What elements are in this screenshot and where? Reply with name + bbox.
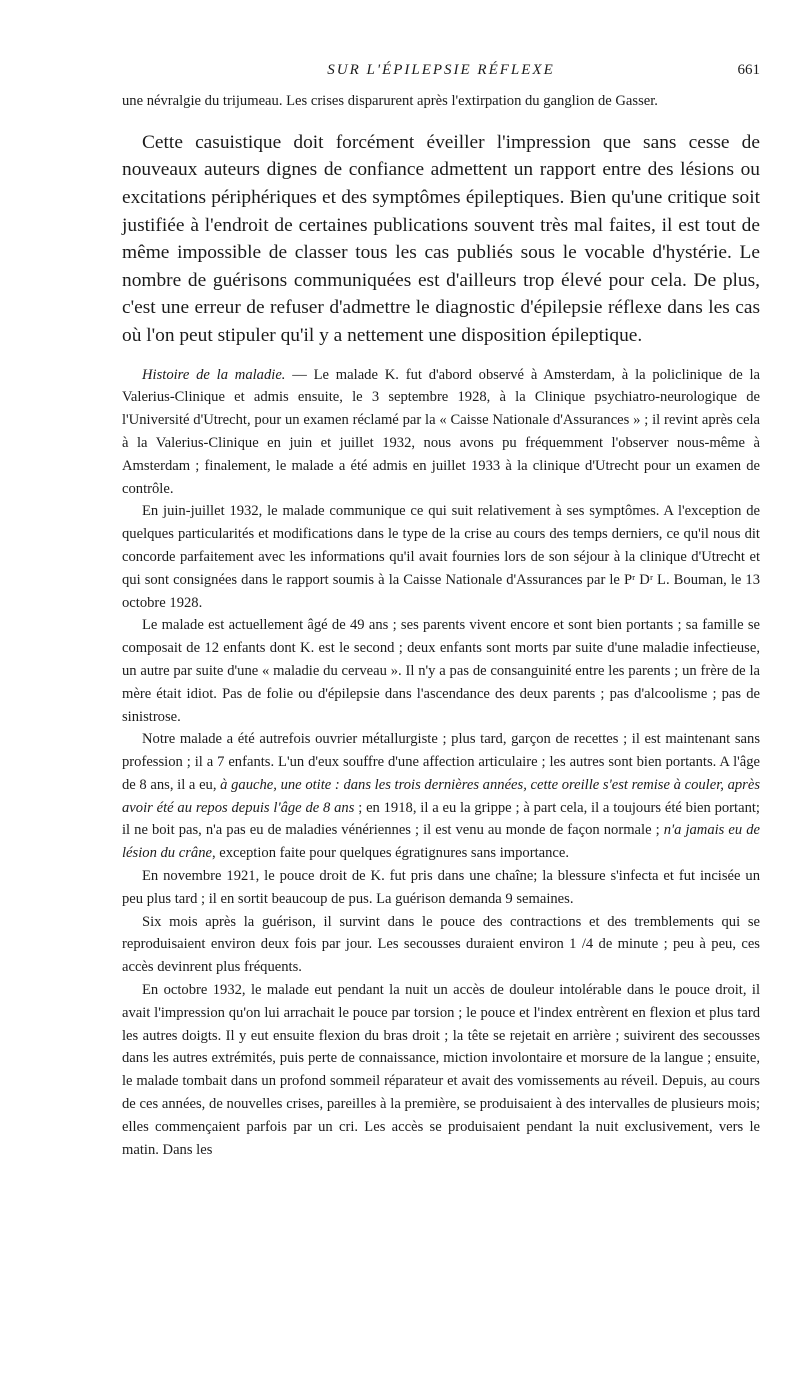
paragraph-continuation: une névralgie du trijumeau. Les crises disparurent après l'extirpation du ganglion de Gasser.	[122, 93, 658, 109]
paragraph-histoire-text: — Le malade K. fut d'abord observé à Amsterdam, à la policlinique de la Valerius-Clinique et admis ensuite, le 3 septembre 1928, à la Clinique psychiatro-neurologique de l'Université d'Utrecht, pour un examen réclamé par la « Caisse Nationale d'Assurances » ; il revint après cela à la Valerius-Clinique en juin et juillet 1932, nous avons pu fréquemment l'observer nous-même à Amsterdam ; finalement, le malade a été admis en juillet 1933 à la clinique d'Utrecht pour un examen de contrôle.	[122, 366, 760, 497]
paragraph-profession-b: ; en 1918, il a eu la grippe ; à part cela, il a toujours été bien portant; il ne boit pas, n'a pas eu de maladies vénériennes ; il est venu au monde de façon normale ;	[122, 799, 760, 839]
paragraph-profession-c: , exception faite pour quelques égratignures sans importance.	[211, 845, 570, 862]
paragraph-symptomes: En juin-juillet 1932, le malade communique ce qui suit relativement à ses symptômes. A l'exception de quelques particularités et modifications dans le type de la crise au cours des temps derniers, ce qu'il nous dit concorde parfaitement avec les informations qu'il avait fournies lors de son séjour à la clinique d'Utrecht et qui sont consignées dans le rapport soumis à la Caisse Nationale d'Assurances par le Pʳ Dʳ L. Bouman, le 13 octobre 1928.	[122, 503, 760, 611]
paragraph-profession-a: Notre malade a été autrefois ouvrier métallurgiste ; plus tard, garçon de recettes ; il est maintenant sans profession ; il a 7 enfants. L'un d'eux souffre d'une affection articulaire ; les autres sont bien portants. A l'âge de 8 ans, il a eu,	[122, 731, 760, 793]
page-header	[122, 60, 760, 90]
paragraph-casuistique: Cette casuistique doit forcément éveiller l'impression que sans cesse de nouveaux auteurs dignes de confiance admettent un rapport entre des lésions ou excitations périphériques et des symptômes épileptiques. Bien qu'une critique soit justifiée à l'endroit de certaines publications souvent très mal faites, il est tout de même impossible de classer tous les cas publiés sous le vocable d'hystérie. Le nombre de guérisons communiquées est d'ailleurs trop élevé pour cela. De plus, c'est une erreur de refuser d'admettre le diagnostic d'épilepsie réflexe dans les cas où l'on peut stipuler qu'il y a nettement une disposition épileptique.	[122, 131, 760, 346]
paragraph-profession-emphasis-otite: à gauche, une otite : dans les trois dernières années, cette oreille s'est remise à couler, après avoir été au repos depuis l'âge de 8 ans	[122, 776, 760, 816]
paragraph-profession	[122, 728, 760, 865]
section-heading-histoire: Histoire de la maladie.	[142, 366, 286, 383]
paragraph-crises: En octobre 1932, le malade eut pendant la nuit un accès de douleur intolérable dans le pouce droit, il avait l'impression qu'on lui arrachait le pouce par torsion ; le pouce et l'index entrèrent en flexion et plus tard les autres doigts. Il y eut ensuite flexion du bras droit ; la tête se rejetait en arrière ; suivirent des secousses dans les autres extrémités, puis perte de connaissance, miction involontaire et morsure de la langue ; ensuite, le malade tombait dans un profond sommeil réparateur et avait des vomissements au réveil. Depuis, au cours de ces années, de nouvelles crises, pareilles à la première, se produisaient à des intervalles de plusieurs mois; elles commençaient parfois par un cri. Les accès se produisaient pendant la nuit exclusivement, vers le matin. Dans les	[122, 982, 760, 1158]
paragraph-antecedents: Le malade est actuellement âgé de 49 ans ; ses parents vivent encore et sont bien portants ; sa famille se composait de 12 enfants dont K. est le second ; deux enfants sont morts par suite d'une maladie infectieuse, un autre par suite d'une « maladie du cerveau ». Il n'y a pas de consanguinité entre les parents ; un frère de la mère était idiot. Pas de folie ou d'épilepsie dans l'ascendance des deux parents ; pas d'alcoolisme ; pas de sinistrose.	[122, 617, 760, 725]
paragraph-profession-emphasis-crane: n'a jamais eu de lésion du crâne	[122, 822, 760, 862]
running-head: SUR L'ÉPILEPSIE RÉFLEXE	[327, 62, 555, 78]
page-number: 661	[737, 62, 760, 78]
paragraph-contractions: Six mois après la guérison, il survint dans le pouce des contractions et des tremblements qui se reproduisaient environ deux fois par jour. Les secousses duraient environ 1 /4 de minute ; peu à peu, ces accès devinrent plus fréquents.	[122, 913, 760, 976]
paragraph-histoire	[122, 364, 760, 501]
paragraph-blessure: En novembre 1921, le pouce droit de K. fut pris dans une chaîne; la blessure s'infecta et fut incisée un peu plus tard ; il en sortit beaucoup de pus. La guérison demanda 9 semaines.	[122, 868, 760, 907]
